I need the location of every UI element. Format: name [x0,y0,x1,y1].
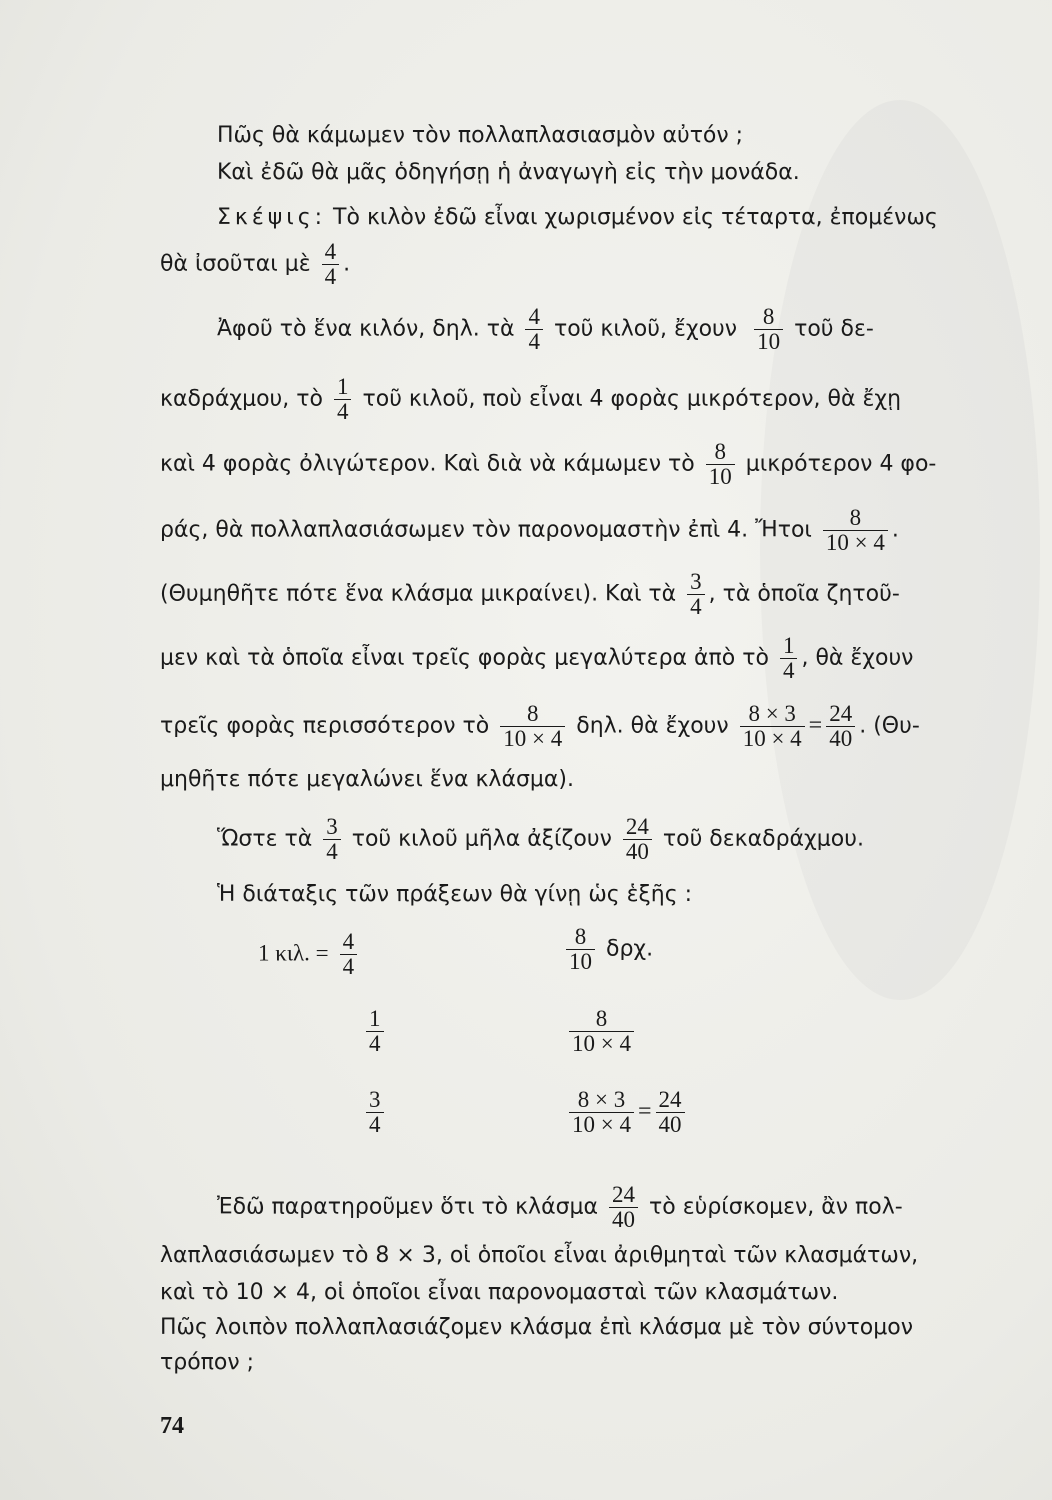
text: τοῦ δε- [794,316,874,342]
table-row [362,1007,388,1056]
heading-skepsis: Σκέψις: [217,205,327,230]
text-line: θὰ ἰσοῦται μὲ $\frac{4}{4}$ . [160,239,351,289]
fraction-1-4: $\frac{1}{4}$ [366,1007,384,1056]
text: Τὸ κιλὸν ἐδῶ εἶναι χωρισμένον εἰς τέταρτα, ἐπομένως [333,205,938,230]
table-cell: $\frac{8 \times 3}{10 \times 4}$ = $\frac{24}{40}$ [565,1088,689,1137]
text: τοῦ κιλοῦ μῆλα ἀξίζουν [351,826,612,852]
text: καὶ τὸ 10 × 4, οἱ ὁποῖοι εἶναι παρονομασταὶ τῶν κλασμάτων. [160,1280,839,1305]
fraction-8-10: $\frac{8}{10}$ [566,925,595,974]
table-cell [562,925,653,974]
fraction-24-40: $\frac{24}{40}$ [826,702,855,751]
text: δηλ. θὰ ἔχουν [576,713,729,739]
fraction-4-4: $\frac{4}{4}$ [322,240,340,289]
text: μικρότερον 4 φο- [745,451,937,477]
text: τοῦ δεκαδράχμου. [662,826,864,852]
text: (Θυ- [873,713,920,739]
text: Ἀφοῦ τὸ ἕνα κιλόν, δηλ. τὰ [217,316,515,342]
fraction-4-4: $\frac{4}{4}$ [525,305,543,354]
fraction-8x3-10x4: $\frac{8 \times 3}{10 \times 4}$ [740,702,805,751]
text-line [160,1280,838,1306]
text-line [217,123,743,149]
fraction-8-10x4: $\frac{8}{10 \times 4}$ [569,1007,634,1056]
text-line [217,815,864,864]
text: Ἐδῶ παρατηροῦμεν ὅτι τὸ κλάσμα [217,1194,599,1220]
text: (Θυμηθῆτε πότε ἕνα κλάσμα μικραίνει). Καὶ τὰ [160,581,677,607]
fraction-1-4: $\frac{1}{4}$ [334,375,352,424]
text-line [217,160,800,186]
fraction-24-40: $\frac{24}{40}$ [609,1183,638,1232]
text-line [217,1183,903,1232]
fraction-24-40: $\frac{24}{40}$ [656,1088,685,1137]
fraction-8-10x4: $\frac{8}{10 \times 4}$ [500,702,565,751]
text-line: τρεῖς φορὰς περισσότερον τὸ $\frac{8}{10 \times 4}$ δηλ. θὰ ἔχουν $\frac{8 \times 3}{10 \times 4}$ = $\frac{24}{40}$ . (Θυ- [160,701,920,751]
text-line [160,1315,913,1341]
table-row [258,930,361,979]
table-row [362,1088,388,1137]
text: τοῦ κιλοῦ, ἔχουν [553,316,738,342]
text-line: ράς, θὰ πολλαπλασιάσωμεν τὸν παρονομαστὴν ἐπὶ 4. Ἤτοι $\frac{8}{10 \times 4}$ . [160,505,899,555]
text: μεν καὶ τὰ ὁποῖα εἶναι τρεῖς φορὰς μεγαλύτερα ἀπὸ τὸ [160,645,769,671]
text: , θὰ ἔχουν [801,645,914,671]
text: Καὶ ἐδῶ θὰ μᾶς ὁδηγήσῃ ἡ ἀναγωγὴ εἰς τὴν μονάδα. [217,160,800,185]
text-line [217,882,692,908]
text: τοῦ κιλοῦ, ποὺ εἶναι 4 φορὰς μικρότερον, θὰ ἔχῃ [362,386,902,412]
text-line [160,440,936,489]
fraction-8-10x4: $\frac{8}{10 \times 4}$ [823,506,888,555]
table-cell [565,1007,638,1056]
text-line [160,375,901,424]
fraction-3-4: $\frac{3}{4}$ [323,815,341,864]
currency-unit: δρχ. [606,936,654,962]
text-line [217,305,874,354]
fraction-4-4: $\frac{4}{4}$ [340,930,358,979]
unit-label: 1 κιλ. = [258,940,329,966]
text: θὰ ἰσοῦται μὲ [160,251,311,277]
text: , τὰ ὁποῖα ζητοῦ- [708,581,900,607]
fraction-8x3-10x4: $\frac{8 \times 3}{10 \times 4}$ [569,1088,634,1137]
text: λαπλασιάσωμεν τὸ 8 × 3, οἱ ὁποῖοι εἶναι ἀριθμηταὶ τῶν κλασμάτων, [160,1243,919,1268]
fraction-3-4: $\frac{3}{4}$ [366,1088,384,1137]
text: τρόπον ; [160,1350,255,1375]
text: Ἡ διάταξις τῶν πράξεων θὰ γίνῃ ὡς ἑξῆς : [217,882,693,907]
fraction-1-4: $\frac{1}{4}$ [780,634,798,683]
text-line [217,205,938,231]
text-line [160,1350,254,1376]
text: ράς, θὰ πολλαπλασιάσωμεν τὸν παρονομαστὴν ἐπὶ 4. Ἤτοι [160,517,812,543]
text-line [160,767,574,793]
text: τρεῖς φορὰς περισσότερον τὸ [160,713,490,739]
page-number: 74 [160,1413,184,1439]
text: μηθῆτε πότε μεγαλώνει ἕνα κλάσμα). [160,767,574,792]
fraction-3-4: $\frac{3}{4}$ [687,570,705,619]
text: Πῶς λοιπὸν πολλαπλασιάζομεν κλάσμα ἐπὶ κλάσμα μὲ τὸν σύντομον [160,1315,913,1340]
fraction-8-10: $\frac{8}{10}$ [706,440,735,489]
text: καὶ 4 φορὰς ὀλιγώτερον. Καὶ διὰ νὰ κάμωμεν τὸ [160,451,695,477]
text-line [160,570,900,619]
text: τὸ εὑρίσκομεν, ἂν πολ- [649,1194,903,1220]
fraction-8-10: $\frac{8}{10}$ [754,305,783,354]
text: Πῶς θὰ κάμωμεν τὸν πολλαπλασιασμὸν αὐτόν ; [217,123,744,148]
text-line [160,1243,918,1269]
fraction-24-40: $\frac{24}{40}$ [623,815,652,864]
text-line [160,634,913,683]
text: Ὥστε τὰ [217,826,313,852]
text: καδράχμου, τὸ [160,386,323,412]
